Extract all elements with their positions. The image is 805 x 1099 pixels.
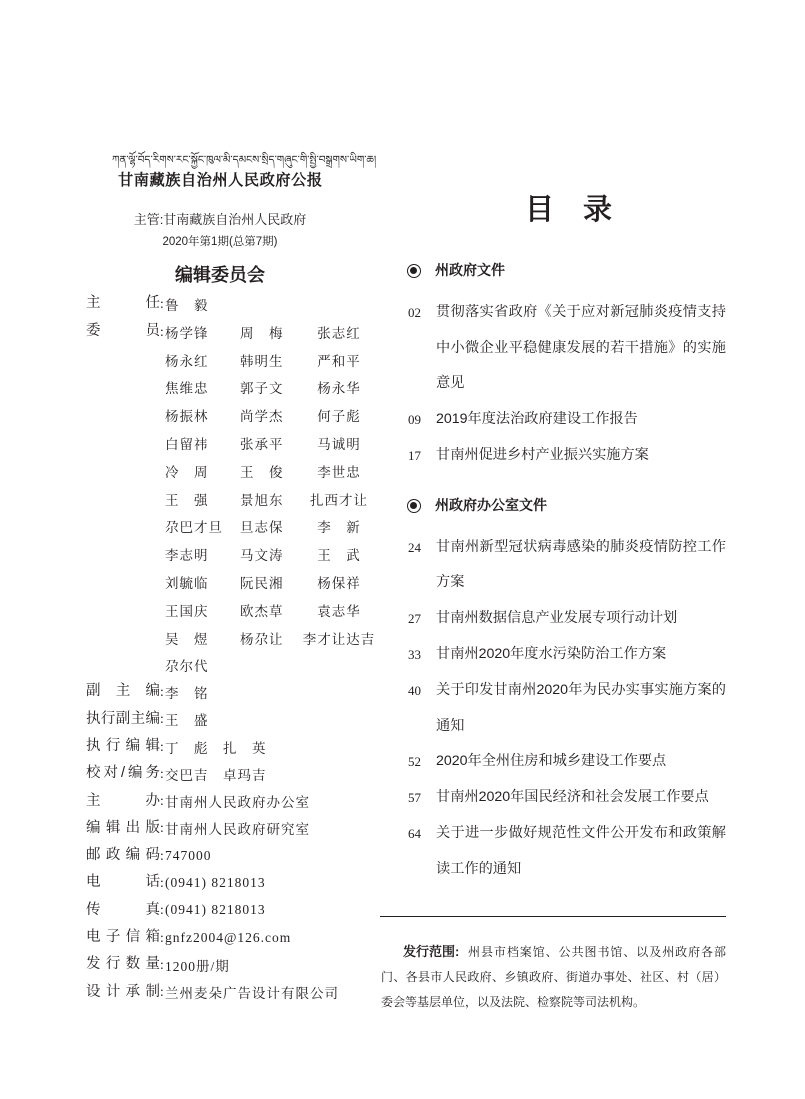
member-name: 王国庆 [165,603,209,619]
toc-entry-title-line: 甘南州促进乡村产业振兴实施方案 [436,447,649,464]
staff-value: (0941) 8218013 [165,902,266,918]
member-name: 尕尔代 [165,659,209,675]
toc-entry-title-line: 方案 [436,574,465,591]
member-name: 马文涛 [240,548,284,564]
staff-label: 校对/编务 [86,765,160,782]
editorial-committee-list [86,290,386,679]
toc-page-number: 02 [408,304,421,320]
staff-value: 王 盛 [165,713,209,729]
staff-row [86,924,386,951]
staff-label: 执行编辑 [86,737,160,754]
bullet-circle-icon [407,499,421,513]
member-row [86,429,386,457]
toc-section-title: 州政府文件 [435,262,505,279]
staff-row [86,733,386,760]
member-name: 阮民湘 [240,575,284,591]
member-name: 冷 周 [165,464,209,480]
label-colon: : [160,902,164,918]
member-name: 扎西才让 [310,492,368,508]
label-colon: : [160,295,164,311]
member-name: 袁志华 [317,603,361,619]
label-colon: : [160,956,164,972]
toc-page-number: 27 [408,611,421,627]
member-name: 尕巴才旦 [165,520,223,536]
label-colon: : [160,793,164,809]
editorial-committee-heading: 编辑委员会 [175,265,265,285]
label-colon: : [160,738,164,754]
toc-section [380,253,726,474]
label-colon: : [160,847,164,863]
tibetan-title: ཀན་ལྷོ་བོད་རིགས་རང་སྐྱོང་ཁུལ་མི་དམངས་སྲིད་གཞུང་གི་སྤྱི་བསྒྲགས་ཡིག་ཆ། [112,154,377,166]
member-name: 景旭东 [240,492,284,508]
member-name: 李 新 [317,520,361,536]
toc-entry-title-line: 2020年全州住房和城乡建设工作要点 [436,753,667,770]
member-name: 马诚明 [317,436,361,452]
label-colon: : [160,984,164,1000]
member-name: 白留祎 [165,436,209,452]
staff-label: 电子信箱 [86,929,160,946]
member-name: 何子彪 [317,409,361,425]
staff-label: 传真 [86,901,160,918]
member-name: 杨永华 [317,381,361,397]
staff-label: 设计承制 [86,983,160,1000]
staff-row [86,815,386,842]
toc-entry-title-line: 贯彻落实省政府《关于应对新冠肺炎疫情支持 [436,303,726,320]
gazette-title: 甘南藏族自治州人民政府公报 [118,172,322,189]
staff-value: 甘南州人民政府研究室 [165,822,310,838]
staff-value: 甘南州人民政府办公室 [165,795,310,811]
member-row [86,373,386,401]
members-label: 委员 [86,322,160,339]
distribution-text-line: 委会等基层单位，以及法院、检察院等司法机构。 [381,995,646,1009]
issue-number: 2020年第1期(总第7期) [162,236,278,248]
toc-page-number: 64 [408,826,421,842]
member-name: 杨振林 [165,409,209,425]
toc-entry [380,744,726,780]
director-row [86,290,386,318]
toc-section-title: 州政府办公室文件 [435,496,547,513]
member-name: 焦维忠 [165,381,209,397]
member-name: 王 武 [317,548,361,564]
toc-page-number: 09 [408,412,421,428]
member-name: 李才让达吉 [302,631,376,647]
staff-label: 副主编 [86,683,160,700]
staff-row [86,706,386,733]
member-name: 韩明生 [240,353,284,369]
toc-entry-title-line: 关于印发甘南州2020年为民办实事实施方案的 [436,681,726,698]
member-row [86,346,386,374]
staff-row [86,788,386,815]
member-name: 杨尕让 [240,631,284,647]
staff-value: 747000 [165,847,212,863]
staff-label: 主办 [86,792,160,809]
member-name: 刘毓临 [165,575,209,591]
toc-heading: 目 录 [525,194,613,226]
toc-entry [380,780,726,816]
toc-entry [380,601,726,637]
staff-row [86,951,386,978]
label-colon: : [160,683,164,699]
staff-label: 编辑出版 [86,819,160,836]
toc-entry-title-line: 2019年度法治政府建设工作报告 [436,411,638,428]
toc-entry-title-line: 甘南州2020年国民经济和社会发展工作要点 [436,789,709,806]
member-row [86,318,386,346]
toc-entry [380,530,726,602]
member-row [86,512,386,540]
member-row [86,568,386,596]
member-name: 尚学杰 [240,409,284,425]
toc-entry-title-line: 读工作的通知 [436,860,522,877]
distribution-text-line: 门、各县市人民政府、乡镇政府、街道办事处、社区、村（居） [381,970,726,984]
member-name: 旦志保 [240,520,284,536]
member-row [86,596,386,624]
staff-value: 李 铭 [165,685,209,701]
director-label: 主任 [86,295,160,312]
distribution-label: 发行范围: [403,944,460,959]
toc-section-heading [380,488,726,524]
staff-value: 丁 彪 扎 英 [165,740,267,756]
member-name: 杨保祥 [317,575,361,591]
staff-row [86,760,386,787]
member-row [86,651,386,679]
label-colon: : [160,929,164,945]
toc-section [380,488,726,888]
staff-label: 执行副主编 [86,710,160,727]
staff-label: 发行数量 [86,956,160,973]
divider-line [380,916,726,917]
member-name: 李志明 [165,548,209,564]
toc-page-number: 17 [408,448,421,464]
distribution-text-line: 州县市档案馆、公共图书馆、以及州政府各部 [468,945,726,959]
staff-label: 邮政编码 [86,847,160,864]
member-name: 张承平 [240,436,284,452]
member-row [86,457,386,485]
member-name: 杨永红 [165,353,209,369]
staff-row [86,897,386,924]
member-name: 郭子文 [240,381,284,397]
toc-entry [380,673,726,745]
toc-page-number: 52 [408,754,421,770]
sponsor-line: 主管:甘南藏族自治州人民政府 [133,212,307,227]
member-row [86,401,386,429]
member-name: 王 强 [165,492,209,508]
toc-entry-title-line: 甘南州新型冠状病毒感染的肺炎疫情防控工作 [436,538,726,555]
staff-value: gnfz2004@126.com [165,929,292,945]
toc-section-heading [380,253,726,289]
staff-label: 电话 [86,874,160,891]
toc-page-number: 40 [408,682,421,698]
member-name: 张志红 [317,325,361,341]
member-name: 吴 煜 [165,631,209,647]
toc-entry-title-line: 意见 [436,375,465,392]
member-row [86,540,386,568]
toc-entry [380,402,726,438]
toc-entry-title-line: 通知 [436,717,465,734]
toc-entry [380,438,726,474]
label-colon: : [160,875,164,891]
toc-page-number: 24 [408,539,421,555]
member-name: 王 俊 [240,464,284,480]
member-name: 严和平 [317,353,361,369]
toc-entry-title-line: 中小微企业平稳健康发展的若干措施》的实施 [436,339,726,356]
staff-row [86,678,386,705]
toc-entry-title-line: 关于进一步做好规范性文件公开发布和政策解 [436,825,726,842]
toc-entry [380,816,726,888]
label-colon: : [160,711,164,727]
member-row [86,624,386,652]
staff-row [86,979,386,1006]
toc-page-number: 57 [408,790,421,806]
toc-entry-title-line: 甘南州数据信息产业发展专项行动计划 [436,610,678,627]
toc-page-number: 33 [408,647,421,663]
staff-row [86,842,386,869]
label-colon: : [160,323,164,339]
member-name: 李世忠 [317,464,361,480]
staff-value: 兰州麦朵广告设计有限公司 [165,986,339,1002]
toc-entry [380,295,726,402]
member-name: 杨学锋 [165,325,209,341]
label-colon: : [160,820,164,836]
director-name: 鲁 毅 [165,297,209,313]
member-name: 周 梅 [240,325,284,341]
staff-value: 1200册/期 [165,958,230,974]
member-name: 欧杰草 [240,603,284,619]
toc-entry [380,637,726,673]
staff-value: (0941) 8218013 [165,875,266,891]
bullet-circle-icon [407,264,421,278]
toc-list [380,253,726,888]
toc-entry-title-line: 甘南州2020年度水污染防治工作方案 [436,646,667,663]
staff-value: 交巴吉 卓玛吉 [165,767,267,783]
label-colon: : [160,765,164,781]
staff-list [86,678,386,1006]
staff-row [86,869,386,896]
member-row [86,485,386,513]
